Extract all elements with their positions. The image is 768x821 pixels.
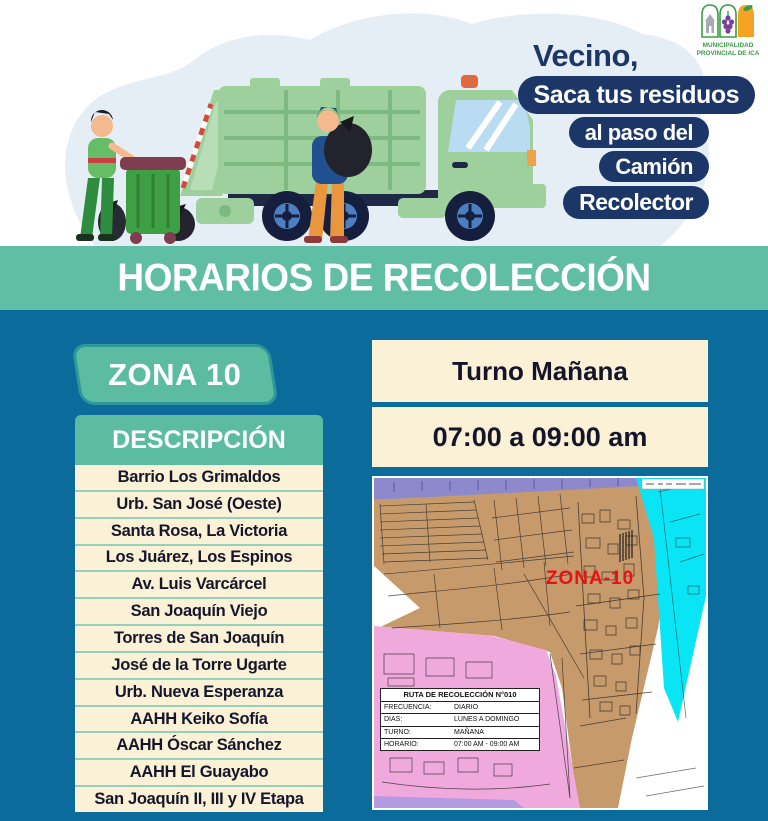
area-list-item: AAHH Keiko Sofía — [75, 707, 323, 734]
zone-badge-label: ZONA 10 — [108, 356, 242, 392]
route-table-row — [381, 702, 539, 714]
area-list-item: Urb. San José (Oeste) — [75, 492, 323, 519]
hero-pill-1-label: Saca tus residuos — [533, 80, 739, 109]
hero-pill-3 — [599, 151, 709, 182]
zone-badge — [71, 344, 279, 405]
route-row-label: DIAS: — [384, 716, 403, 724]
zone-map-graphic — [374, 478, 706, 808]
logo-line1: MUNICIPALIDAD — [702, 42, 754, 49]
area-list-item: Santa Rosa, La Victoria — [75, 519, 323, 546]
route-row-label: TURNO: — [384, 728, 411, 736]
hero-pill-4-label: Recolector — [579, 189, 693, 215]
hero-pill-2 — [569, 117, 709, 148]
area-list-item: Urb. Nueva Esperanza — [75, 680, 323, 707]
hero-pill-1 — [518, 76, 755, 114]
route-table-row — [381, 739, 539, 750]
banner — [0, 246, 768, 310]
schedule-section — [0, 310, 768, 821]
area-list-item: Los Juárez, Los Espinos — [75, 546, 323, 573]
hero-pill-2-label: al paso del — [584, 119, 693, 145]
map-zone-label: ZONA-10 — [545, 568, 635, 589]
area-list-item: AAHH El Guayabo — [75, 760, 323, 787]
route-row-value: DIARIO — [454, 704, 479, 711]
hero-greeting: Vecino, — [532, 38, 638, 73]
area-list — [75, 465, 323, 812]
route-info-table — [380, 688, 540, 751]
description-header: DESCRIPCIÓN — [75, 415, 323, 465]
route-row-value: MAÑANA — [454, 728, 484, 736]
banner-title: HORARIOS DE RECOLECCIÓN — [117, 255, 651, 299]
hero-section — [0, 0, 768, 246]
area-list-item: Av. Luis Varcárcel — [75, 572, 323, 599]
route-row-label: HORARIO: — [384, 740, 419, 748]
green-bin — [120, 157, 186, 244]
area-list-item: Barrio Los Grimaldos — [75, 465, 323, 492]
hero-pill-4 — [563, 186, 709, 219]
area-list-item: San Joaquín II, III y IV Etapa — [94, 790, 304, 809]
route-table-title: RUTA DE RECOLECCIÓN N°010 — [381, 689, 539, 702]
map-title-strip — [642, 479, 704, 489]
route-row-label: FRECUENCIA: — [384, 704, 432, 711]
area-list-item: San Joaquín Viejo — [75, 599, 323, 626]
time-box: 07:00 a 09:00 am — [372, 407, 708, 467]
area-list-item: Torres de San Joaquín — [75, 626, 323, 653]
hero-pill-3-label: Camión — [615, 153, 693, 179]
route-row-value: LUNES A DOMINGO — [454, 716, 520, 724]
area-list-item: José de la Torre Ugarte — [75, 653, 323, 680]
area-list-item: AAHH Óscar Sánchez — [75, 733, 323, 760]
route-row-value: 07:00 AM - 09:00 AM — [454, 740, 520, 748]
municipality-logo — [688, 2, 766, 58]
orange-fruit-icon — [738, 4, 754, 37]
logo-line2: PROVINCIAL DE ICA — [696, 50, 760, 57]
zone-map — [372, 476, 708, 810]
route-table-row — [381, 727, 539, 739]
route-table-row — [381, 714, 539, 726]
shift-box: Turno Mañana — [372, 340, 708, 402]
